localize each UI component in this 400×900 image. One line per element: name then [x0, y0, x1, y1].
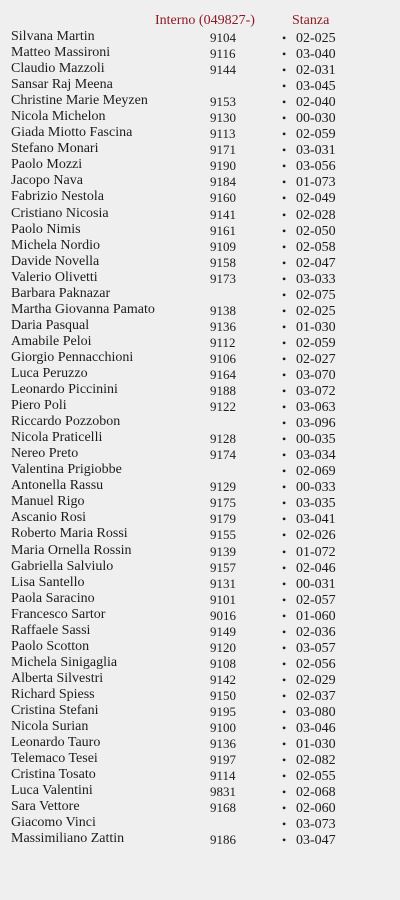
list-item: [0, 462, 400, 478]
room-number: 02-040: [296, 95, 336, 111]
list-item: [0, 591, 400, 607]
phone-extension: 9101: [210, 591, 236, 607]
person-name: Michela Nordio: [11, 237, 101, 253]
person-name: Nicola Praticelli: [11, 430, 103, 446]
room-number: 02-068: [296, 785, 336, 801]
room-number: 03-047: [296, 833, 336, 849]
phone-extension: 9138: [210, 302, 236, 318]
bullet-icon: •: [282, 753, 287, 768]
room-number: 03-041: [296, 512, 336, 528]
person-name: Raffaele Sassi: [11, 622, 91, 638]
phone-extension: 9144: [210, 62, 236, 78]
phone-extension: 9150: [210, 687, 236, 703]
bullet-icon: •: [282, 271, 287, 286]
bullet-icon: •: [282, 384, 287, 399]
list-item: [0, 799, 400, 815]
list-item: [0, 398, 400, 414]
room-number: 02-056: [296, 656, 336, 672]
list-item: [0, 318, 400, 334]
list-item: [0, 607, 400, 623]
list-item: [0, 93, 400, 109]
phone-extension: 9153: [210, 94, 236, 110]
room-number: 01-072: [296, 544, 336, 560]
person-name: Cristiano Nicosia: [11, 205, 109, 221]
phone-extension: 9141: [210, 206, 236, 222]
bullet-icon: •: [282, 464, 287, 479]
person-name: Manuel Rigo: [11, 494, 85, 510]
phone-extension: 9016: [210, 607, 236, 623]
room-number: 03-040: [296, 47, 336, 63]
room-number: 01-030: [296, 319, 336, 335]
list-item: [0, 302, 400, 318]
room-number: 00-031: [296, 576, 336, 592]
list-item: [0, 125, 400, 141]
room-number: 02-025: [296, 303, 336, 319]
person-name: Silvana Martin: [11, 29, 95, 44]
phone-extension: 9149: [210, 623, 236, 639]
bullet-icon: •: [282, 79, 287, 94]
bullet-icon: •: [282, 191, 287, 206]
phone-extension: 9168: [210, 800, 236, 816]
phone-extension: 9155: [210, 527, 236, 543]
phone-extension: 9136: [210, 736, 236, 752]
bullet-icon: •: [282, 303, 287, 318]
list-item: [0, 222, 400, 238]
person-name: Giacomo Vinci: [11, 815, 96, 831]
bullet-icon: •: [282, 608, 287, 623]
list-item: [0, 783, 400, 799]
person-name: Paolo Scotton: [11, 638, 90, 654]
bullet-icon: •: [282, 624, 287, 639]
bullet-icon: •: [282, 672, 287, 687]
list-item: [0, 270, 400, 286]
room-number: 02-069: [296, 464, 336, 480]
room-number: 03-073: [296, 817, 336, 833]
room-number: 03-031: [296, 143, 336, 159]
room-number: 03-056: [296, 159, 336, 175]
phone-extension: 9116: [210, 46, 236, 62]
room-column-header: Stanza: [292, 13, 330, 28]
list-item: [0, 366, 400, 382]
bullet-icon: •: [282, 287, 287, 302]
list-item: [0, 430, 400, 446]
person-name: Roberto Maria Rossi: [11, 526, 128, 542]
person-name: Luca Peruzzo: [11, 365, 88, 381]
room-number: 01-073: [296, 175, 336, 191]
person-name: Alberta Silvestri: [11, 670, 104, 686]
bullet-icon: •: [282, 817, 287, 832]
phone-extension: 9113: [210, 126, 236, 142]
person-name: Giorgio Pennacchioni: [11, 349, 134, 365]
phone-extension: 9109: [210, 238, 236, 254]
list-item: [0, 559, 400, 575]
list-item: [0, 446, 400, 462]
room-number: 02-059: [296, 127, 336, 143]
person-name: Maria Ornella Rossin: [11, 542, 132, 558]
person-name: Nicola Surian: [11, 719, 89, 735]
bullet-icon: •: [282, 721, 287, 736]
list-item: [0, 510, 400, 526]
phone-extension: 9831: [210, 784, 236, 800]
bullet-icon: •: [282, 400, 287, 415]
phone-extension: 9131: [210, 575, 236, 591]
bullet-icon: •: [282, 207, 287, 222]
phone-extension: 9174: [210, 447, 236, 463]
list-item: [0, 703, 400, 719]
room-number: 03-046: [296, 721, 336, 737]
bullet-icon: •: [282, 656, 287, 671]
bullet-icon: •: [282, 528, 287, 543]
person-name: Valentina Prigiobbe: [11, 462, 122, 478]
bullet-icon: •: [282, 704, 287, 719]
person-name: Francesco Sartor: [11, 606, 106, 622]
person-name: Piero Poli: [11, 398, 67, 414]
person-name: Riccardo Pozzobon: [11, 414, 121, 430]
person-name: Claudio Mazzoli: [11, 61, 105, 77]
list-item: [0, 382, 400, 398]
room-number: 00-030: [296, 111, 336, 127]
person-name: Sara Vettore: [11, 799, 80, 815]
bullet-icon: •: [282, 127, 287, 142]
room-number: 02-029: [296, 672, 336, 688]
room-number: 03-034: [296, 448, 336, 464]
room-number: 03-072: [296, 384, 336, 400]
room-number: 02-046: [296, 560, 336, 576]
room-number: 02-060: [296, 801, 336, 817]
list-item: [0, 623, 400, 639]
person-name: Christine Marie Meyzen: [11, 93, 148, 109]
person-name: Leonardo Tauro: [11, 735, 101, 751]
person-name: Daria Pasqual: [11, 317, 90, 333]
phone-extension: 9129: [210, 479, 236, 495]
phone-extension: 9173: [210, 270, 236, 286]
room-number: 03-063: [296, 400, 336, 416]
room-number: 03-070: [296, 367, 336, 383]
bullet-icon: •: [282, 737, 287, 752]
list-item: [0, 543, 400, 559]
phone-extension: 9179: [210, 511, 236, 527]
phone-extension: 9108: [210, 655, 236, 671]
room-number: 02-031: [296, 63, 336, 79]
bullet-icon: •: [282, 239, 287, 254]
room-number: 02-026: [296, 528, 336, 544]
bullet-icon: •: [282, 448, 287, 463]
person-name: Lisa Santello: [11, 574, 85, 590]
room-number: 03-096: [296, 416, 336, 432]
person-name: Matteo Massironi: [11, 45, 111, 61]
room-number: 03-080: [296, 704, 336, 720]
list-item: [0, 526, 400, 542]
phone-extension: 9106: [210, 350, 236, 366]
room-number: 01-060: [296, 608, 336, 624]
phone-extension: 9112: [210, 334, 236, 350]
phone-extension: 9100: [210, 720, 236, 736]
person-name: Cristina Tosato: [11, 767, 96, 783]
room-number: 00-033: [296, 480, 336, 496]
bullet-icon: •: [282, 560, 287, 575]
list-item: [0, 238, 400, 254]
list-item: [0, 157, 400, 173]
room-number: 02-050: [296, 223, 336, 239]
person-name: Nicola Michelon: [11, 109, 106, 125]
bullet-icon: •: [282, 367, 287, 382]
room-number: 02-027: [296, 351, 336, 367]
list-item: [0, 29, 400, 45]
room-number: 03-033: [296, 271, 336, 287]
bullet-icon: •: [282, 111, 287, 126]
phone-extension: 9104: [210, 30, 236, 45]
phone-extension: 9186: [210, 832, 236, 848]
phone-extension: 9114: [210, 768, 236, 784]
room-number: 02-025: [296, 31, 336, 46]
room-number: 02-028: [296, 207, 336, 223]
list-item: [0, 831, 400, 847]
person-name: Ascanio Rosi: [11, 510, 87, 526]
list-item: [0, 173, 400, 189]
bullet-icon: •: [282, 255, 287, 270]
room-number: 02-082: [296, 753, 336, 769]
list-item: [0, 189, 400, 205]
list-item: [0, 767, 400, 783]
room-number: 01-030: [296, 737, 336, 753]
person-name: Luca Valentini: [11, 783, 93, 799]
phone-extension: 9122: [210, 399, 236, 415]
list-item: [0, 815, 400, 831]
person-name: Antonella Rassu: [11, 478, 104, 494]
room-number: 03-057: [296, 640, 336, 656]
list-item: [0, 575, 400, 591]
room-cell: [282, 832, 336, 849]
phone-extension: 9197: [210, 752, 236, 768]
room-number: 02-057: [296, 592, 336, 608]
bullet-icon: •: [282, 785, 287, 800]
phone-extension: 9139: [210, 543, 236, 559]
person-name: Jacopo Nava: [11, 173, 83, 189]
bullet-icon: •: [282, 769, 287, 784]
person-name: Fabrizio Nestola: [11, 189, 104, 205]
person-name: Stefano Monari: [11, 141, 99, 157]
bullet-icon: •: [282, 544, 287, 559]
phone-extension: 9161: [210, 222, 236, 238]
room-number: 02-036: [296, 624, 336, 640]
person-name: Davide Novella: [11, 253, 100, 269]
bullet-icon: •: [282, 223, 287, 238]
person-name: Richard Spiess: [11, 686, 95, 702]
phone-extension: 9120: [210, 639, 236, 655]
phone-extension: 9175: [210, 495, 236, 511]
room-number: 00-035: [296, 432, 336, 448]
bullet-icon: •: [282, 319, 287, 334]
list-item: [0, 45, 400, 61]
person-name: Paolo Mozzi: [11, 157, 83, 173]
phone-extension: 9136: [210, 318, 236, 334]
phone-extension: 9171: [210, 142, 236, 158]
bullet-icon: •: [282, 592, 287, 607]
bullet-icon: •: [282, 31, 287, 45]
person-name: Martha Giovanna Pamato: [11, 301, 155, 317]
bullet-icon: •: [282, 47, 287, 62]
phone-extension: 9190: [210, 158, 236, 174]
list-item: [0, 61, 400, 77]
phone-extension: 9188: [210, 383, 236, 399]
person-name: Gabriella Salviulo: [11, 558, 114, 574]
person-name: Michela Sinigaglia: [11, 654, 118, 670]
list-item: [0, 286, 400, 302]
phone-extension: 9158: [210, 254, 236, 270]
bullet-icon: •: [282, 688, 287, 703]
extension-column-header: Interno (049827-): [155, 13, 255, 28]
list-item: [0, 655, 400, 671]
room-number: 02-058: [296, 239, 336, 255]
directory-list: [0, 29, 400, 847]
bullet-icon: •: [282, 432, 287, 447]
room-number: 02-037: [296, 688, 336, 704]
person-name: Sansar Raj Meena: [11, 77, 113, 93]
room-number: 02-075: [296, 287, 336, 303]
list-item: [0, 77, 400, 93]
bullet-icon: •: [282, 480, 287, 495]
person-name: Amabile Peloi: [11, 333, 92, 349]
list-item: [0, 639, 400, 655]
bullet-icon: •: [282, 801, 287, 816]
room-number: 02-059: [296, 335, 336, 351]
person-name: Nereo Preto: [11, 446, 79, 462]
bullet-icon: •: [282, 63, 287, 78]
bullet-icon: •: [282, 496, 287, 511]
bullet-icon: •: [282, 143, 287, 158]
phone-extension: 9164: [210, 366, 236, 382]
list-item: [0, 254, 400, 270]
room-number: 02-047: [296, 255, 336, 271]
bullet-icon: •: [282, 351, 287, 366]
list-item: [0, 350, 400, 366]
list-item: [0, 687, 400, 703]
bullet-icon: •: [282, 640, 287, 655]
list-item: [0, 494, 400, 510]
list-item: [0, 334, 400, 350]
room-number: 03-035: [296, 496, 336, 512]
list-item: [0, 671, 400, 687]
person-name: Telemaco Tesei: [11, 751, 98, 767]
bullet-icon: •: [282, 512, 287, 527]
list-item: [0, 735, 400, 751]
bullet-icon: •: [282, 833, 287, 848]
person-name: Massimiliano Zattin: [11, 831, 125, 847]
list-item: [0, 719, 400, 735]
person-name: Paola Saracino: [11, 590, 95, 606]
bullet-icon: •: [282, 416, 287, 431]
person-name: Valerio Olivetti: [11, 269, 98, 285]
list-item: [0, 206, 400, 222]
room-number: 03-045: [296, 79, 336, 95]
bullet-icon: •: [282, 175, 287, 190]
phone-extension: 9157: [210, 559, 236, 575]
person-name: Leonardo Piccinini: [11, 382, 118, 398]
phone-extension: 9130: [210, 110, 236, 126]
phone-extension: 9160: [210, 190, 236, 206]
bullet-icon: •: [282, 335, 287, 350]
person-name: Giada Miotto Fascina: [11, 125, 133, 141]
phone-extension: 9184: [210, 174, 236, 190]
list-item: [0, 478, 400, 494]
person-name: Cristina Stefani: [11, 702, 99, 718]
room-number: 02-055: [296, 769, 336, 785]
room-number: 02-049: [296, 191, 336, 207]
phone-extension: 9195: [210, 703, 236, 719]
list-item: [0, 751, 400, 767]
phone-extension: 9128: [210, 431, 236, 447]
list-item: [0, 414, 400, 430]
list-item: [0, 109, 400, 125]
bullet-icon: •: [282, 95, 287, 110]
person-name: Barbara Paknazar: [11, 285, 111, 301]
person-name: Paolo Nimis: [11, 221, 81, 237]
bullet-icon: •: [282, 159, 287, 174]
list-item: [0, 141, 400, 157]
bullet-icon: •: [282, 576, 287, 591]
phone-extension: 9142: [210, 671, 236, 687]
